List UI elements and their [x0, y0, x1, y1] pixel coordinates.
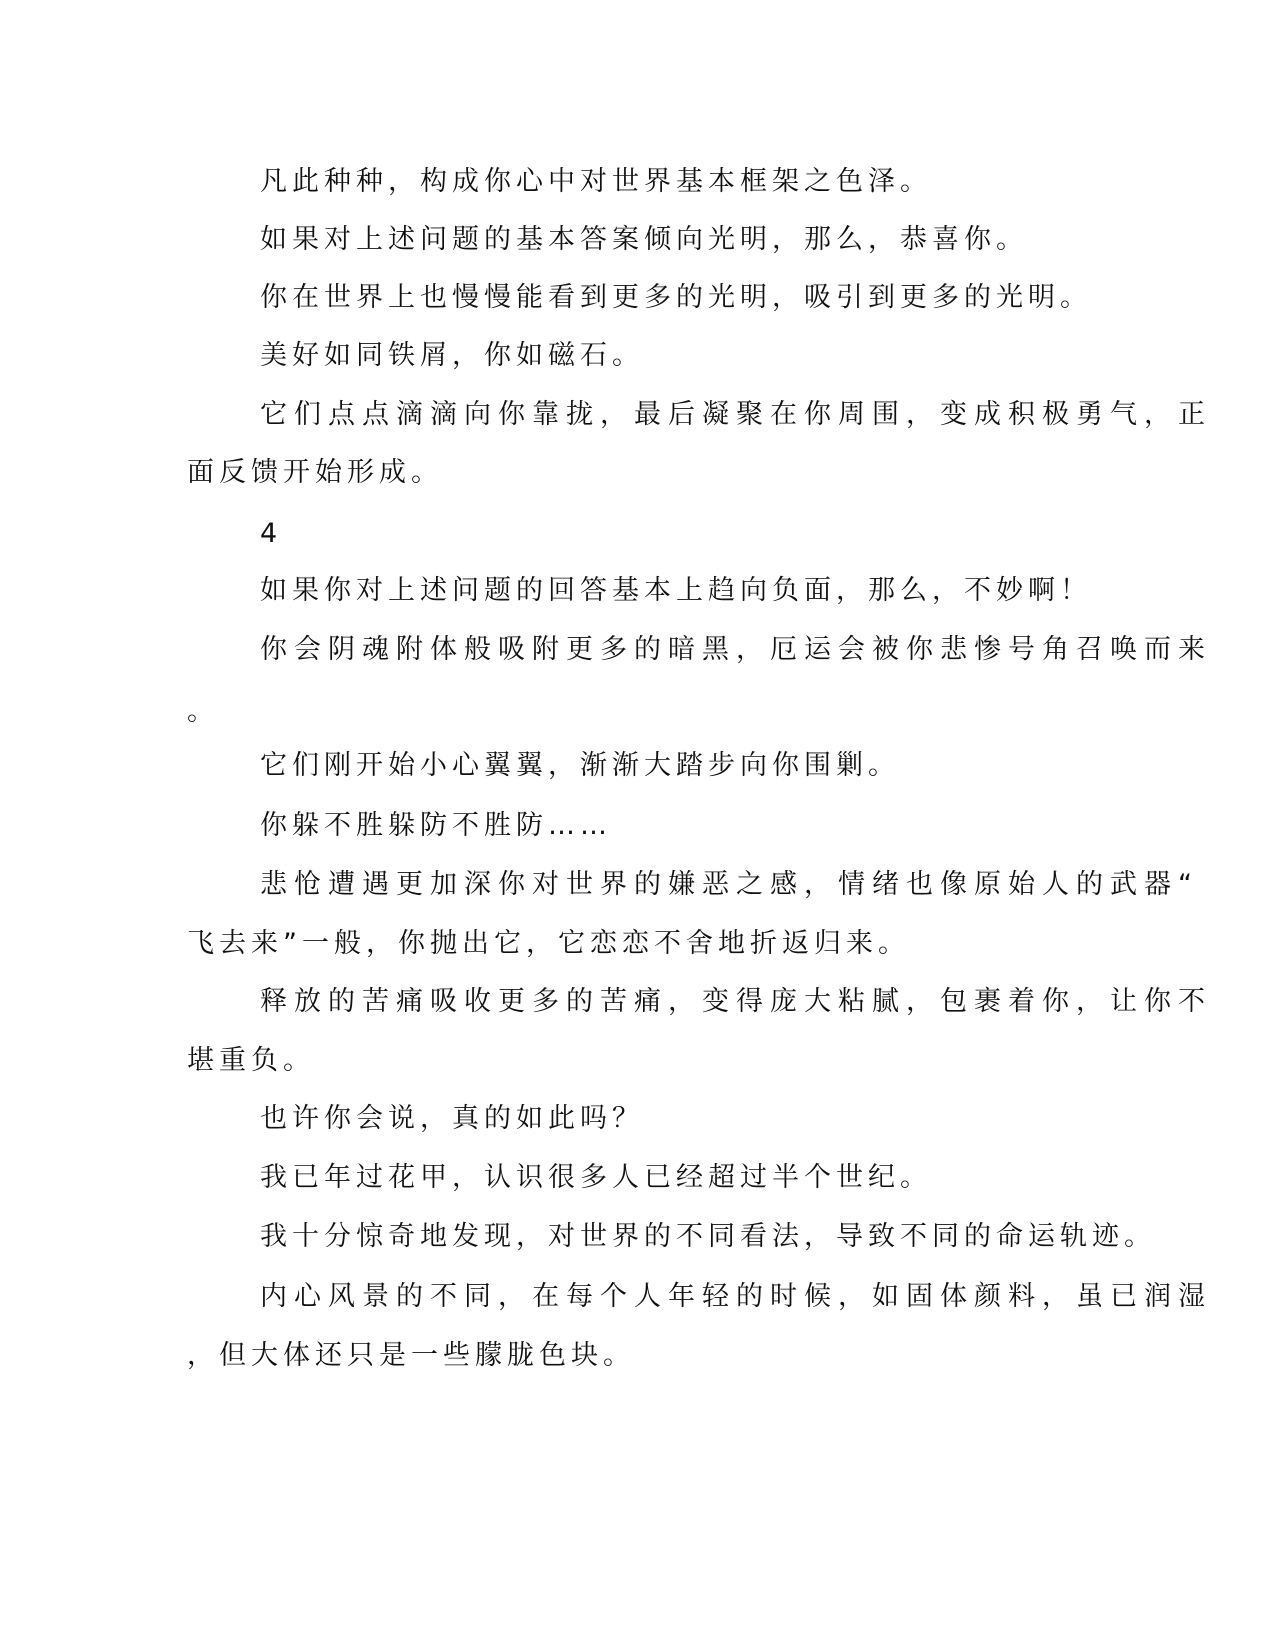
paragraph-line: 也许你会说，真的如此吗？ [260, 1103, 644, 1134]
paragraph-line: 面反馈开始形成。 [187, 457, 443, 488]
paragraph-line: 。 [187, 696, 219, 727]
paragraph-line: 堪重负。 [187, 1045, 315, 1076]
paragraph-line: 如果对上述问题的基本答案倾向光明，那么，恭喜你。 [260, 224, 1028, 255]
paragraph-line: 我已年过花甲，认识很多人已经超过半个世纪。 [260, 1162, 932, 1193]
paragraph-line: 飞去来”一般，你抛出它，它恋恋不舍地折返归来。 [187, 928, 910, 959]
paragraph-line: 它们点点滴滴向你靠拢，最后凝聚在你周围，变成积极勇气，正 [260, 399, 1212, 430]
section-number: 4 [260, 518, 283, 549]
paragraph-line: 悲怆遭遇更加深你对世界的嫌恶之感，情绪也像原始人的武器“ [260, 869, 1199, 900]
paragraph-line: 你躲不胜躲防不胜防…… [260, 810, 612, 841]
paragraph-line: 它们刚开始小心翼翼，渐渐大踏步向你围剿。 [260, 750, 900, 781]
paragraph-line: 如果你对上述问题的回答基本上趋向负面，那么，不妙啊！ [260, 575, 1092, 606]
paragraph-line: 美好如同铁屑，你如磁石。 [260, 340, 644, 371]
paragraph-line: 释放的苦痛吸收更多的苦痛，变得庞大粘腻，包裹着你，让你不 [260, 986, 1212, 1017]
paragraph-line: 你在世界上也慢慢能看到更多的光明，吸引到更多的光明。 [260, 282, 1092, 313]
paragraph-line: 我十分惊奇地发现，对世界的不同看法，导致不同的命运轨迹。 [260, 1221, 1156, 1252]
paragraph-line: 内心风景的不同，在每个人年轻的时候，如固体颜料，虽已润湿 [260, 1281, 1212, 1312]
paragraph-line: 凡此种种，构成你心中对世界基本框架之色泽。 [260, 166, 932, 197]
paragraph-line: ，但大体还只是一些朦胧色块。 [187, 1340, 635, 1371]
paragraph-line: 你会阴魂附体般吸附更多的暗黑，厄运会被你悲惨号角召唤而来 [260, 634, 1212, 665]
